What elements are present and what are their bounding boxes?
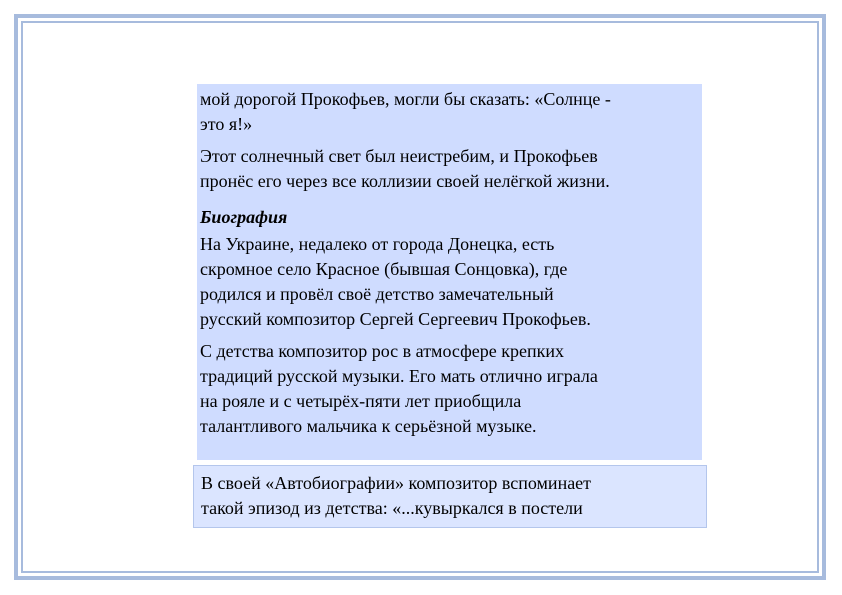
main-text-block xyxy=(197,84,702,460)
paragraph-1 xyxy=(200,87,700,137)
section-heading-biography: Биография xyxy=(200,207,288,227)
quote-paragraph xyxy=(201,471,700,521)
paragraph-1-line: это я!» xyxy=(200,114,253,134)
paragraph-4-line: талантливого мальчика к серьёзной музыке. xyxy=(200,416,537,436)
paragraph-4-line: на рояле и с четырёх-пяти лет приобщила xyxy=(200,391,522,411)
paragraph-3 xyxy=(200,232,700,332)
quote-line: такой эпизод из детства: «...кувыркался в постели xyxy=(201,498,583,518)
paragraph-3-line: русский композитор Сергей Сергеевич Прокофьев. xyxy=(200,309,591,329)
paragraph-2 xyxy=(200,144,700,194)
paragraph-2-line: пронёс его через все коллизии своей нелёгкой жизни. xyxy=(200,171,610,191)
paragraph-4 xyxy=(200,339,700,439)
paragraph-3-line: родился и провёл своё детство замечательный xyxy=(200,284,554,304)
quote-text-block xyxy=(193,465,707,528)
paragraph-4-line: традиций русской музыки. Его мать отлично играла xyxy=(200,366,598,386)
paragraph-2-line: Этот солнечный свет был неистребим, и Прокофьев xyxy=(200,146,598,166)
paragraph-4-line: С детства композитор рос в атмосфере крепких xyxy=(200,341,564,361)
paragraph-3-line: На Украине, недалеко от города Донецка, есть xyxy=(200,234,555,254)
paragraph-1-line: мой дорогой Прокофьев, могли бы сказать: «Солнце - xyxy=(200,89,611,109)
quote-line: В своей «Автобиографии» композитор вспоминает xyxy=(201,473,592,493)
paragraph-3-line: скромное село Красное (бывшая Сонцовка), где xyxy=(200,259,568,279)
